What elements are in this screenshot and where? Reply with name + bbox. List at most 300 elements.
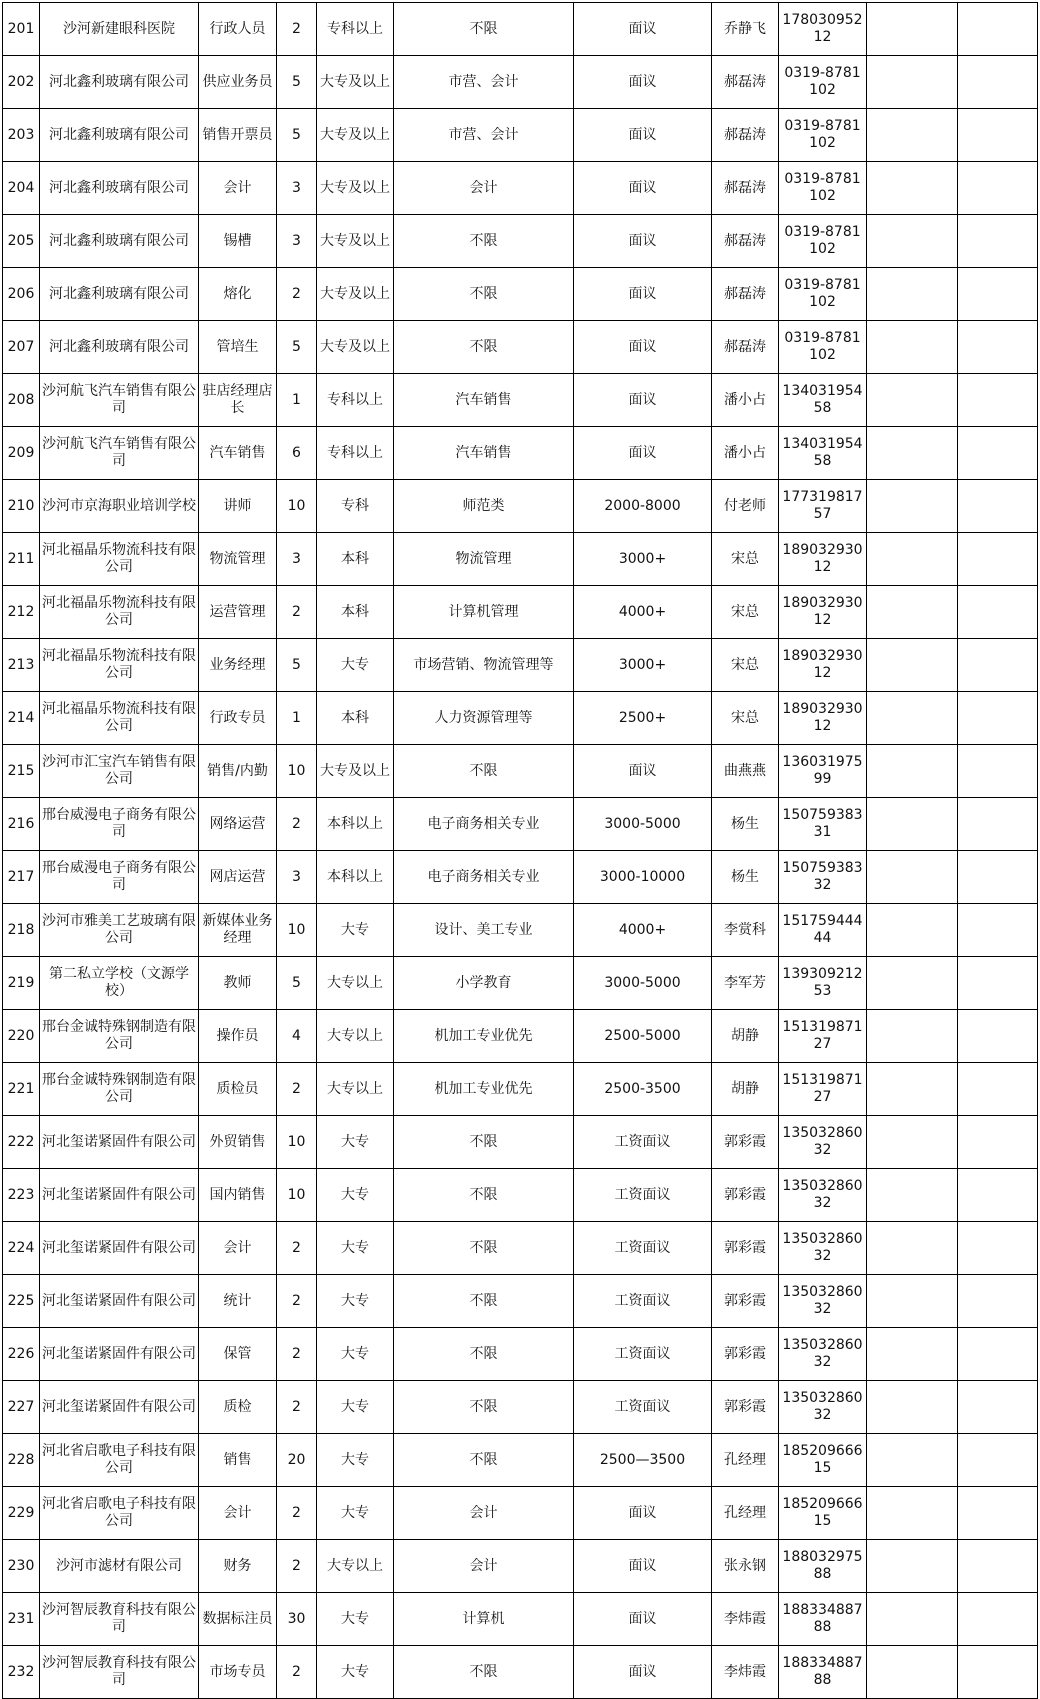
phone-cell: 13403195458 [779, 374, 867, 427]
contact-cell: 郝磊涛 [712, 215, 779, 268]
education-cell: 大专以上 [317, 957, 394, 1010]
empty-cell [867, 3, 958, 56]
table-row [3, 1434, 1038, 1487]
major-cell: 不限 [394, 3, 574, 56]
row-number-cell: 225 [3, 1275, 40, 1328]
phone-cell: 18903293012 [779, 639, 867, 692]
phone-cell: 0319-8781102 [779, 268, 867, 321]
headcount-cell: 1 [277, 374, 317, 427]
major-cell: 不限 [394, 1434, 574, 1487]
company-cell: 河北福晶乐物流科技有限公司 [40, 639, 199, 692]
contact-cell: 郝磊涛 [712, 268, 779, 321]
education-cell: 本科 [317, 533, 394, 586]
table-row [3, 1169, 1038, 1222]
row-number-cell: 230 [3, 1540, 40, 1593]
major-cell: 不限 [394, 1275, 574, 1328]
contact-cell: 李炜霞 [712, 1646, 779, 1699]
salary-cell: 工资面议 [574, 1169, 712, 1222]
major-cell: 市营、会计 [394, 56, 574, 109]
position-cell: 保管 [199, 1328, 277, 1381]
empty-cell [958, 427, 1038, 480]
position-cell: 讲师 [199, 480, 277, 533]
empty-cell [867, 533, 958, 586]
row-number-cell: 222 [3, 1116, 40, 1169]
empty-cell [958, 533, 1038, 586]
empty-cell [867, 1275, 958, 1328]
position-cell: 新媒体业务经理 [199, 904, 277, 957]
company-cell: 河北福晶乐物流科技有限公司 [40, 533, 199, 586]
education-cell: 专科以上 [317, 374, 394, 427]
row-number-cell: 202 [3, 56, 40, 109]
education-cell: 大专及以上 [317, 109, 394, 162]
row-number-cell: 228 [3, 1434, 40, 1487]
position-cell: 运营管理 [199, 586, 277, 639]
empty-cell [958, 1381, 1038, 1434]
table-row [3, 639, 1038, 692]
education-cell: 大专以上 [317, 1540, 394, 1593]
education-cell: 本科以上 [317, 798, 394, 851]
company-cell: 河北鑫利玻璃有限公司 [40, 268, 199, 321]
empty-cell [958, 321, 1038, 374]
contact-cell: 郭彩霞 [712, 1328, 779, 1381]
position-cell: 操作员 [199, 1010, 277, 1063]
position-cell: 教师 [199, 957, 277, 1010]
empty-cell [867, 957, 958, 1010]
contact-cell: 郝磊涛 [712, 162, 779, 215]
education-cell: 本科 [317, 586, 394, 639]
salary-cell: 面议 [574, 745, 712, 798]
position-cell: 质检 [199, 1381, 277, 1434]
contact-cell: 付老师 [712, 480, 779, 533]
education-cell: 大专 [317, 1487, 394, 1540]
empty-cell [958, 745, 1038, 798]
company-cell: 河北玺诺紧固件有限公司 [40, 1222, 199, 1275]
headcount-cell: 5 [277, 639, 317, 692]
salary-cell: 4000+ [574, 904, 712, 957]
contact-cell: 潘小占 [712, 427, 779, 480]
position-cell: 质检员 [199, 1063, 277, 1116]
headcount-cell: 2 [277, 1063, 317, 1116]
headcount-cell: 2 [277, 1487, 317, 1540]
contact-cell: 宋总 [712, 586, 779, 639]
company-cell: 河北福晶乐物流科技有限公司 [40, 586, 199, 639]
contact-cell: 潘小占 [712, 374, 779, 427]
table-row [3, 321, 1038, 374]
salary-cell: 面议 [574, 109, 712, 162]
education-cell: 大专 [317, 1646, 394, 1699]
headcount-cell: 2 [277, 1222, 317, 1275]
headcount-cell: 5 [277, 957, 317, 1010]
phone-cell: 0319-8781102 [779, 321, 867, 374]
empty-cell [867, 1487, 958, 1540]
salary-cell: 面议 [574, 321, 712, 374]
salary-cell: 工资面议 [574, 1116, 712, 1169]
headcount-cell: 5 [277, 56, 317, 109]
salary-cell: 3000-10000 [574, 851, 712, 904]
empty-cell [958, 1063, 1038, 1116]
job-listing-table [2, 2, 1038, 1699]
education-cell: 专科以上 [317, 427, 394, 480]
major-cell: 不限 [394, 1381, 574, 1434]
empty-cell [867, 1328, 958, 1381]
row-number-cell: 208 [3, 374, 40, 427]
row-number-cell: 226 [3, 1328, 40, 1381]
contact-cell: 郝磊涛 [712, 109, 779, 162]
headcount-cell: 4 [277, 1010, 317, 1063]
company-cell: 河北省启歌电子科技有限公司 [40, 1434, 199, 1487]
contact-cell: 李赏科 [712, 904, 779, 957]
phone-cell: 17803095212 [779, 3, 867, 56]
phone-cell: 13403195458 [779, 427, 867, 480]
table-row [3, 56, 1038, 109]
headcount-cell: 6 [277, 427, 317, 480]
position-cell: 熔化 [199, 268, 277, 321]
major-cell: 物流管理 [394, 533, 574, 586]
empty-cell [958, 1487, 1038, 1540]
salary-cell: 4000+ [574, 586, 712, 639]
position-cell: 网店运营 [199, 851, 277, 904]
major-cell: 计算机管理 [394, 586, 574, 639]
major-cell: 机加工专业优先 [394, 1010, 574, 1063]
phone-cell: 13503286032 [779, 1381, 867, 1434]
row-number-cell: 223 [3, 1169, 40, 1222]
contact-cell: 宋总 [712, 639, 779, 692]
contact-cell: 胡静 [712, 1063, 779, 1116]
headcount-cell: 10 [277, 904, 317, 957]
contact-cell: 郝磊涛 [712, 321, 779, 374]
table-row [3, 1487, 1038, 1540]
education-cell: 大专 [317, 904, 394, 957]
table-row [3, 586, 1038, 639]
phone-cell: 18903293012 [779, 586, 867, 639]
major-cell: 会计 [394, 162, 574, 215]
empty-cell [867, 374, 958, 427]
headcount-cell: 2 [277, 1275, 317, 1328]
position-cell: 统计 [199, 1275, 277, 1328]
contact-cell: 郭彩霞 [712, 1381, 779, 1434]
headcount-cell: 3 [277, 533, 317, 586]
salary-cell: 面议 [574, 1593, 712, 1646]
education-cell: 大专 [317, 1381, 394, 1434]
table-row [3, 374, 1038, 427]
empty-cell [867, 1063, 958, 1116]
salary-cell: 3000-5000 [574, 957, 712, 1010]
company-cell: 河北鑫利玻璃有限公司 [40, 162, 199, 215]
salary-cell: 面议 [574, 162, 712, 215]
position-cell: 国内销售 [199, 1169, 277, 1222]
contact-cell: 李炜霞 [712, 1593, 779, 1646]
company-cell: 河北玺诺紧固件有限公司 [40, 1169, 199, 1222]
table-row [3, 1646, 1038, 1699]
headcount-cell: 2 [277, 1540, 317, 1593]
contact-cell: 杨生 [712, 851, 779, 904]
education-cell: 本科以上 [317, 851, 394, 904]
salary-cell: 面议 [574, 215, 712, 268]
table-row [3, 1328, 1038, 1381]
salary-cell: 3000+ [574, 533, 712, 586]
headcount-cell: 10 [277, 745, 317, 798]
company-cell: 第二私立学校（文源学校） [40, 957, 199, 1010]
position-cell: 外贸销售 [199, 1116, 277, 1169]
empty-cell [958, 215, 1038, 268]
headcount-cell: 2 [277, 586, 317, 639]
education-cell: 大专及以上 [317, 56, 394, 109]
empty-cell [867, 1540, 958, 1593]
headcount-cell: 10 [277, 1116, 317, 1169]
salary-cell: 面议 [574, 3, 712, 56]
major-cell: 不限 [394, 1222, 574, 1275]
major-cell: 会计 [394, 1487, 574, 1540]
row-number-cell: 212 [3, 586, 40, 639]
salary-cell: 面议 [574, 268, 712, 321]
major-cell: 不限 [394, 1328, 574, 1381]
contact-cell: 乔静飞 [712, 3, 779, 56]
empty-cell [867, 798, 958, 851]
salary-cell: 面议 [574, 1540, 712, 1593]
company-cell: 沙河市汇宝汽车销售有限公司 [40, 745, 199, 798]
empty-cell [867, 480, 958, 533]
company-cell: 河北鑫利玻璃有限公司 [40, 109, 199, 162]
empty-cell [867, 904, 958, 957]
empty-cell [867, 1010, 958, 1063]
phone-cell: 15075938331 [779, 798, 867, 851]
position-cell: 行政专员 [199, 692, 277, 745]
empty-cell [867, 851, 958, 904]
education-cell: 大专及以上 [317, 321, 394, 374]
phone-cell: 18833488788 [779, 1593, 867, 1646]
company-cell: 沙河市京海职业培训学校 [40, 480, 199, 533]
headcount-cell: 10 [277, 480, 317, 533]
education-cell: 大专 [317, 639, 394, 692]
row-number-cell: 227 [3, 1381, 40, 1434]
education-cell: 大专 [317, 1593, 394, 1646]
contact-cell: 郭彩霞 [712, 1116, 779, 1169]
phone-cell: 18803297588 [779, 1540, 867, 1593]
empty-cell [867, 109, 958, 162]
empty-cell [958, 851, 1038, 904]
table-row [3, 1222, 1038, 1275]
table-row [3, 1116, 1038, 1169]
position-cell: 驻店经理店长 [199, 374, 277, 427]
row-number-cell: 201 [3, 3, 40, 56]
position-cell: 管培生 [199, 321, 277, 374]
major-cell: 不限 [394, 1646, 574, 1699]
company-cell: 邢台威漫电子商务有限公司 [40, 798, 199, 851]
table-body [3, 3, 1038, 1699]
major-cell: 市场营销、物流管理等 [394, 639, 574, 692]
major-cell: 设计、美工专业 [394, 904, 574, 957]
headcount-cell: 2 [277, 1328, 317, 1381]
phone-cell: 17731981757 [779, 480, 867, 533]
headcount-cell: 30 [277, 1593, 317, 1646]
empty-cell [867, 586, 958, 639]
contact-cell: 李军芳 [712, 957, 779, 1010]
salary-cell: 工资面议 [574, 1222, 712, 1275]
empty-cell [958, 1434, 1038, 1487]
salary-cell: 2500+ [574, 692, 712, 745]
table-row [3, 215, 1038, 268]
phone-cell: 0319-8781102 [779, 56, 867, 109]
table-row [3, 692, 1038, 745]
company-cell: 沙河航飞汽车销售有限公司 [40, 427, 199, 480]
empty-cell [958, 56, 1038, 109]
education-cell: 大专 [317, 1434, 394, 1487]
salary-cell: 3000-5000 [574, 798, 712, 851]
empty-cell [958, 639, 1038, 692]
major-cell: 小学教育 [394, 957, 574, 1010]
education-cell: 大专 [317, 1328, 394, 1381]
row-number-cell: 224 [3, 1222, 40, 1275]
company-cell: 沙河航飞汽车销售有限公司 [40, 374, 199, 427]
salary-cell: 2500-5000 [574, 1010, 712, 1063]
contact-cell: 张永钢 [712, 1540, 779, 1593]
table-row [3, 162, 1038, 215]
phone-cell: 18520966615 [779, 1434, 867, 1487]
phone-cell: 18903293012 [779, 533, 867, 586]
headcount-cell: 2 [277, 268, 317, 321]
row-number-cell: 214 [3, 692, 40, 745]
empty-cell [958, 1540, 1038, 1593]
empty-cell [958, 1222, 1038, 1275]
row-number-cell: 204 [3, 162, 40, 215]
phone-cell: 15175944444 [779, 904, 867, 957]
education-cell: 本科 [317, 692, 394, 745]
position-cell: 数据标注员 [199, 1593, 277, 1646]
row-number-cell: 220 [3, 1010, 40, 1063]
salary-cell: 3000+ [574, 639, 712, 692]
salary-cell: 工资面议 [574, 1275, 712, 1328]
row-number-cell: 231 [3, 1593, 40, 1646]
empty-cell [958, 109, 1038, 162]
phone-cell: 15131987127 [779, 1063, 867, 1116]
empty-cell [867, 1116, 958, 1169]
empty-cell [867, 1222, 958, 1275]
empty-cell [958, 957, 1038, 1010]
position-cell: 销售开票员 [199, 109, 277, 162]
row-number-cell: 210 [3, 480, 40, 533]
headcount-cell: 3 [277, 851, 317, 904]
education-cell: 大专 [317, 1275, 394, 1328]
salary-cell: 面议 [574, 1487, 712, 1540]
education-cell: 大专以上 [317, 1010, 394, 1063]
empty-cell [867, 1593, 958, 1646]
education-cell: 大专及以上 [317, 215, 394, 268]
position-cell: 锡槽 [199, 215, 277, 268]
empty-cell [867, 745, 958, 798]
salary-cell: 工资面议 [574, 1381, 712, 1434]
headcount-cell: 3 [277, 215, 317, 268]
contact-cell: 郭彩霞 [712, 1275, 779, 1328]
position-cell: 销售/内勤 [199, 745, 277, 798]
company-cell: 邢台金诚特殊钢制造有限公司 [40, 1010, 199, 1063]
contact-cell: 郭彩霞 [712, 1169, 779, 1222]
table-row [3, 1010, 1038, 1063]
row-number-cell: 215 [3, 745, 40, 798]
headcount-cell: 10 [277, 1169, 317, 1222]
company-cell: 沙河市滤材有限公司 [40, 1540, 199, 1593]
company-cell: 邢台威漫电子商务有限公司 [40, 851, 199, 904]
salary-cell: 2000-8000 [574, 480, 712, 533]
contact-cell: 宋总 [712, 692, 779, 745]
major-cell: 不限 [394, 1116, 574, 1169]
empty-cell [958, 1593, 1038, 1646]
phone-cell: 13503286032 [779, 1222, 867, 1275]
empty-cell [958, 3, 1038, 56]
position-cell: 供应业务员 [199, 56, 277, 109]
major-cell: 电子商务相关专业 [394, 851, 574, 904]
empty-cell [867, 321, 958, 374]
education-cell: 大专 [317, 1222, 394, 1275]
company-cell: 河北鑫利玻璃有限公司 [40, 215, 199, 268]
table-row [3, 1381, 1038, 1434]
salary-cell: 面议 [574, 1646, 712, 1699]
row-number-cell: 218 [3, 904, 40, 957]
education-cell: 专科以上 [317, 3, 394, 56]
empty-cell [867, 1381, 958, 1434]
empty-cell [867, 56, 958, 109]
empty-cell [867, 639, 958, 692]
contact-cell: 孔经理 [712, 1487, 779, 1540]
row-number-cell: 203 [3, 109, 40, 162]
major-cell: 汽车销售 [394, 374, 574, 427]
row-number-cell: 221 [3, 1063, 40, 1116]
company-cell: 沙河智辰教育科技有限公司 [40, 1646, 199, 1699]
phone-cell: 0319-8781102 [779, 162, 867, 215]
empty-cell [867, 692, 958, 745]
education-cell: 大专 [317, 1116, 394, 1169]
empty-cell [867, 215, 958, 268]
position-cell: 财务 [199, 1540, 277, 1593]
major-cell: 不限 [394, 1169, 574, 1222]
position-cell: 网络运营 [199, 798, 277, 851]
contact-cell: 宋总 [712, 533, 779, 586]
headcount-cell: 2 [277, 1646, 317, 1699]
salary-cell: 面议 [574, 427, 712, 480]
major-cell: 师范类 [394, 480, 574, 533]
phone-cell: 18903293012 [779, 692, 867, 745]
position-cell: 会计 [199, 162, 277, 215]
row-number-cell: 205 [3, 215, 40, 268]
empty-cell [958, 586, 1038, 639]
empty-cell [958, 480, 1038, 533]
headcount-cell: 5 [277, 321, 317, 374]
phone-cell: 15131987127 [779, 1010, 867, 1063]
row-number-cell: 207 [3, 321, 40, 374]
table-row [3, 3, 1038, 56]
row-number-cell: 232 [3, 1646, 40, 1699]
company-cell: 邢台金诚特殊钢制造有限公司 [40, 1063, 199, 1116]
table-row [3, 1275, 1038, 1328]
major-cell: 不限 [394, 268, 574, 321]
salary-cell: 2500—3500 [574, 1434, 712, 1487]
company-cell: 河北省启歌电子科技有限公司 [40, 1487, 199, 1540]
major-cell: 不限 [394, 321, 574, 374]
row-number-cell: 219 [3, 957, 40, 1010]
table-row [3, 1063, 1038, 1116]
company-cell: 河北玺诺紧固件有限公司 [40, 1275, 199, 1328]
phone-cell: 13503286032 [779, 1116, 867, 1169]
salary-cell: 面议 [574, 374, 712, 427]
empty-cell [958, 904, 1038, 957]
empty-cell [958, 798, 1038, 851]
education-cell: 大专及以上 [317, 162, 394, 215]
education-cell: 大专 [317, 1169, 394, 1222]
company-cell: 河北玺诺紧固件有限公司 [40, 1328, 199, 1381]
row-number-cell: 209 [3, 427, 40, 480]
row-number-cell: 229 [3, 1487, 40, 1540]
table-row [3, 957, 1038, 1010]
table-row [3, 1540, 1038, 1593]
